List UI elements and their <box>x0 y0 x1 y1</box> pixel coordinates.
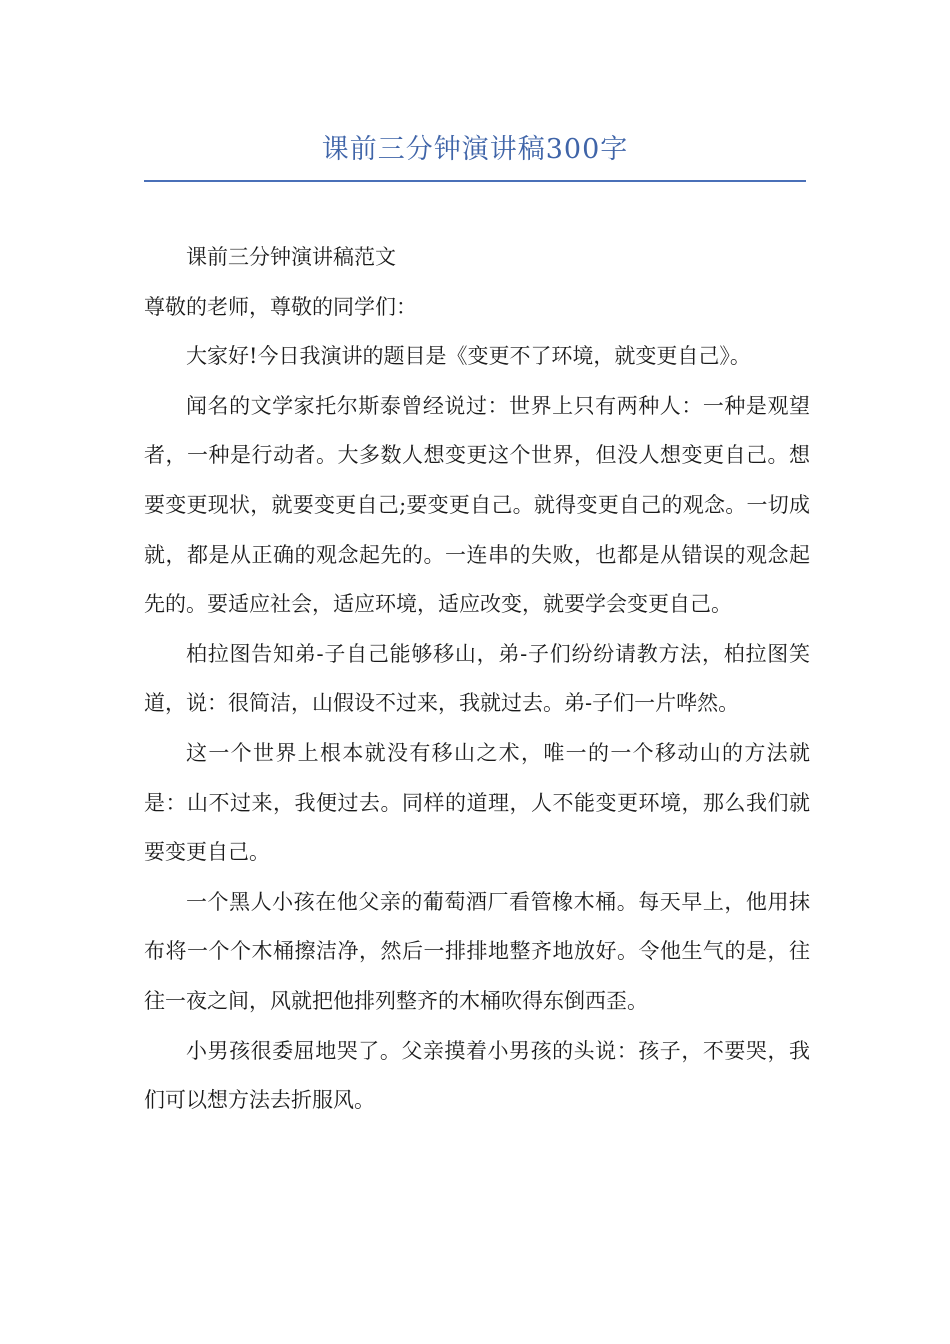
paragraph-salutation: 尊敬的老师，尊敬的同学们： <box>144 294 417 319</box>
paragraph: 小男孩很委屈地哭了。父亲摸着小男孩的头说：孩子，不要哭，我们可以想方法去折服风。 <box>144 1038 810 1113</box>
paragraph: 柏拉图告知弟-子自己能够移山，弟-子们纷纷请教方法，柏拉图笑道，说：很简洁，山假设不过来，我就过去。弟-子们一片哗然。 <box>144 641 810 716</box>
document-body <box>144 233 810 1126</box>
paragraph: 闻名的文学家托尔斯泰曾经说过：世界上只有两种人：一种是观望者，一种是行动者。大多数人想变更这个世界，但没人想变更自己。想要变更现状，就要变更自己;要变更自己。就得变更自己的观念。一切成就，都是从正确的观念起先的。一连串的失败，也都是从错误的观念起先的。要适应社会，适应环境，适应改变，就要学会变更自己。 <box>144 393 810 617</box>
title-underline <box>144 180 806 182</box>
paragraph: 这一个世界上根本就没有移山之术，唯一的一个移动山的方法就是：山不过来，我便过去。同样的道理，人不能变更环境，那么我们就要变更自己。 <box>144 740 810 865</box>
paragraph-heading: 课前三分钟演讲稿范文 <box>186 245 396 269</box>
document-title: 课前三分钟演讲稿300字 <box>321 134 629 165</box>
paragraph: 大家好!今日我演讲的题目是《变更不了环境，就变更自己》。 <box>186 344 751 369</box>
paragraph: 一个黑人小孩在他父亲的葡萄酒厂看管橡木桶。每天早上，他用抹布将一个个木桶擦洁净，然后一排排地整齐地放好。令他生气的是，往往一夜之间，风就把他排列整齐的木桶吹得东倒西歪。 <box>144 889 810 1013</box>
